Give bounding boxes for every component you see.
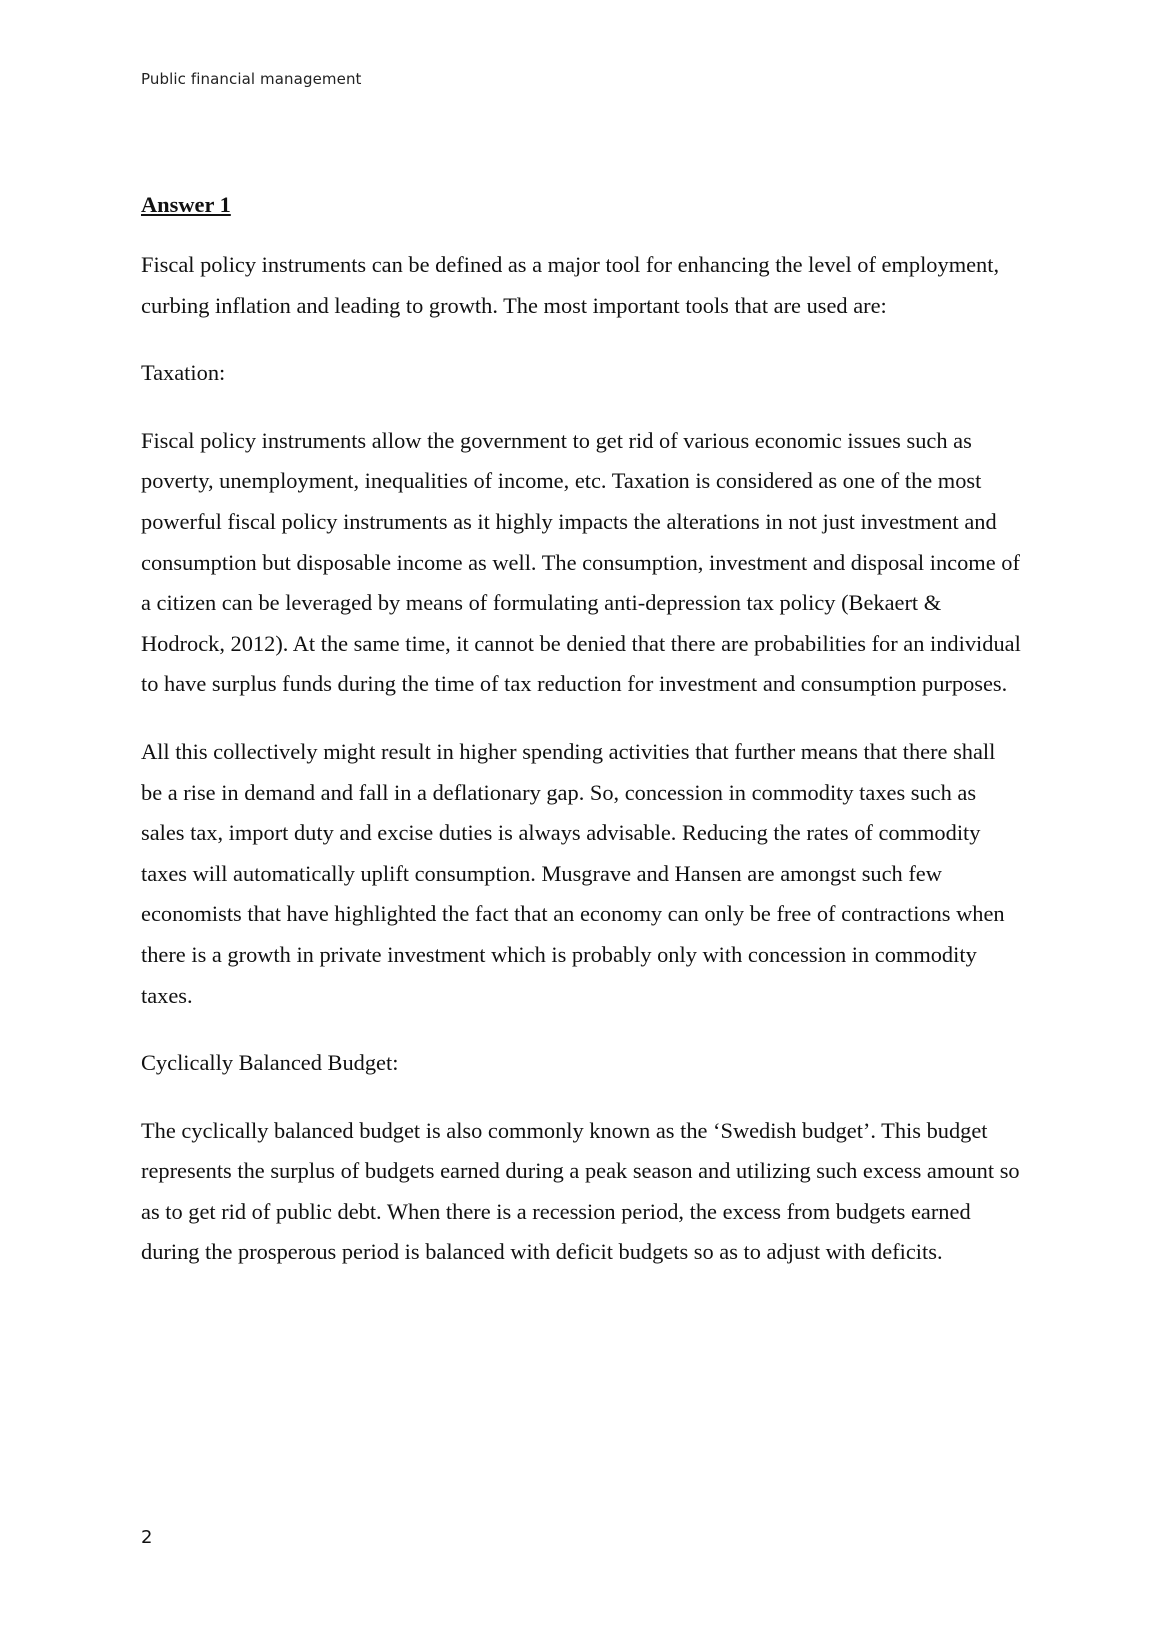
paragraph-swedish-budget: The cyclically balanced budget is also commonly known as the ‘Swedish budget’. This budget represents the surplus of budgets earned during a peak season and utilizing such excess amount so as to get rid of public debt. When there is a recession period, the excess from budgets earned during the prosperous period is balanced with deficit budgets so as to adjust with deficits.: [141, 1117, 1020, 1265]
document-body: [141, 190, 1021, 1300]
answer-heading: Answer 1: [141, 192, 231, 217]
subheading-taxation: Taxation:: [141, 360, 226, 386]
paragraph-spending: All this collectively might result in higher spending activities that further means that there shall be a rise in demand and fall in a deflationary gap. So, concession in commodity taxes such as sales tax, import duty and excise duties is always advisable. Reducing the rates of commodity taxes will automatically uplift consumption. Musgrave and Hansen are amongst such few economists that have highlighted the fact that an economy can only be free of contractions when there is a growth in private investment which is probably only with concession in commodity taxes.: [141, 738, 1005, 1008]
paragraph-taxation: Fiscal policy instruments allow the government to get rid of various economic issues such as poverty, unemployment, inequalities of income, etc. Taxation is considered as one of the most powerful fiscal policy instruments as it highly impacts the alterations in not just investment and consumption but disposable income as well. The consumption, investment and disposal income of a citizen can be leveraged by means of formulating anti-depression tax policy (Bekaert & Hodrock, 2012). At the same time, it cannot be denied that there are probabilities for an individual to have surplus funds during the time of tax reduction for investment and consumption purposes.: [141, 427, 1021, 697]
subheading-cyclically-balanced-budget: Cyclically Balanced Budget:: [141, 1050, 399, 1076]
running-header-title: Public financial management: [141, 70, 362, 88]
paragraph-intro: Fiscal policy instruments can be defined as a major tool for enhancing the level of employment, curbing inflation and leading to growth. The most important tools that are used are:: [141, 252, 1000, 318]
page-number: 2: [141, 1527, 153, 1548]
